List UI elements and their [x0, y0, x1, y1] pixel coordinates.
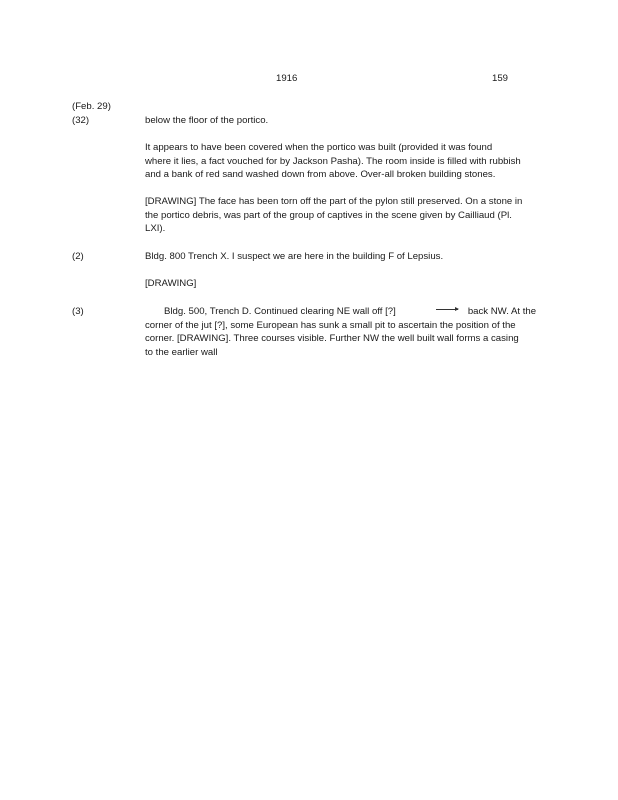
paragraph-pylon — [145, 195, 553, 236]
entry-marker: (32) — [72, 115, 90, 126]
paragraph-portico-floor — [145, 114, 553, 128]
arrow-right-icon — [436, 309, 458, 310]
text-line: LXI). — [145, 223, 166, 234]
text-line: and a bank of red sand washed down from above. Over-all broken building stones. — [145, 169, 496, 180]
paragraph-drawing-note — [145, 277, 553, 291]
paragraph-bldg-800 — [145, 250, 553, 264]
text-fragment: back NW. At the — [467, 306, 537, 317]
text-line: [DRAWING] The face has been torn off the part of the pylon still preserved. On a stone in — [145, 196, 523, 207]
text-line: the portico debris, was part of the group of captives in the scene given by Cailliaud (Pl. — [145, 209, 512, 221]
text-line: corner. [DRAWING]. Three courses visible. Further NW the well built wall forms a casing — [145, 333, 519, 344]
text-line: where it lies, a fact vouched for by Jackson Pasha). The room inside is filled with rubbish — [145, 155, 521, 167]
page-number: 159 — [492, 73, 509, 84]
entry-marker: (3) — [72, 306, 84, 317]
paragraph-room-description — [145, 141, 553, 182]
text-line: corner of the jut [?], some European has sunk a small pit to ascertain the position of the — [145, 319, 516, 331]
text-line: Bldg. 800 Trench X. I suspect we are here in the building F of Lepsius. — [145, 251, 444, 262]
text-line-with-arrow — [145, 305, 553, 319]
entry-marker: (2) — [72, 251, 84, 262]
text-line: to the earlier wall — [145, 346, 218, 358]
text-fragment: Bldg. 500, Trench D. Continued clearing NE wall off [?] — [164, 306, 396, 317]
text-line: [DRAWING] — [145, 278, 197, 289]
text-line: It appears to have been covered when the portico was built (provided it was found — [145, 142, 493, 153]
paragraph-bldg-500 — [145, 305, 553, 359]
header-year: 1916 — [276, 73, 298, 84]
date-marker: (Feb. 29) — [72, 101, 111, 112]
text-line: below the floor of the portico. — [145, 115, 269, 126]
